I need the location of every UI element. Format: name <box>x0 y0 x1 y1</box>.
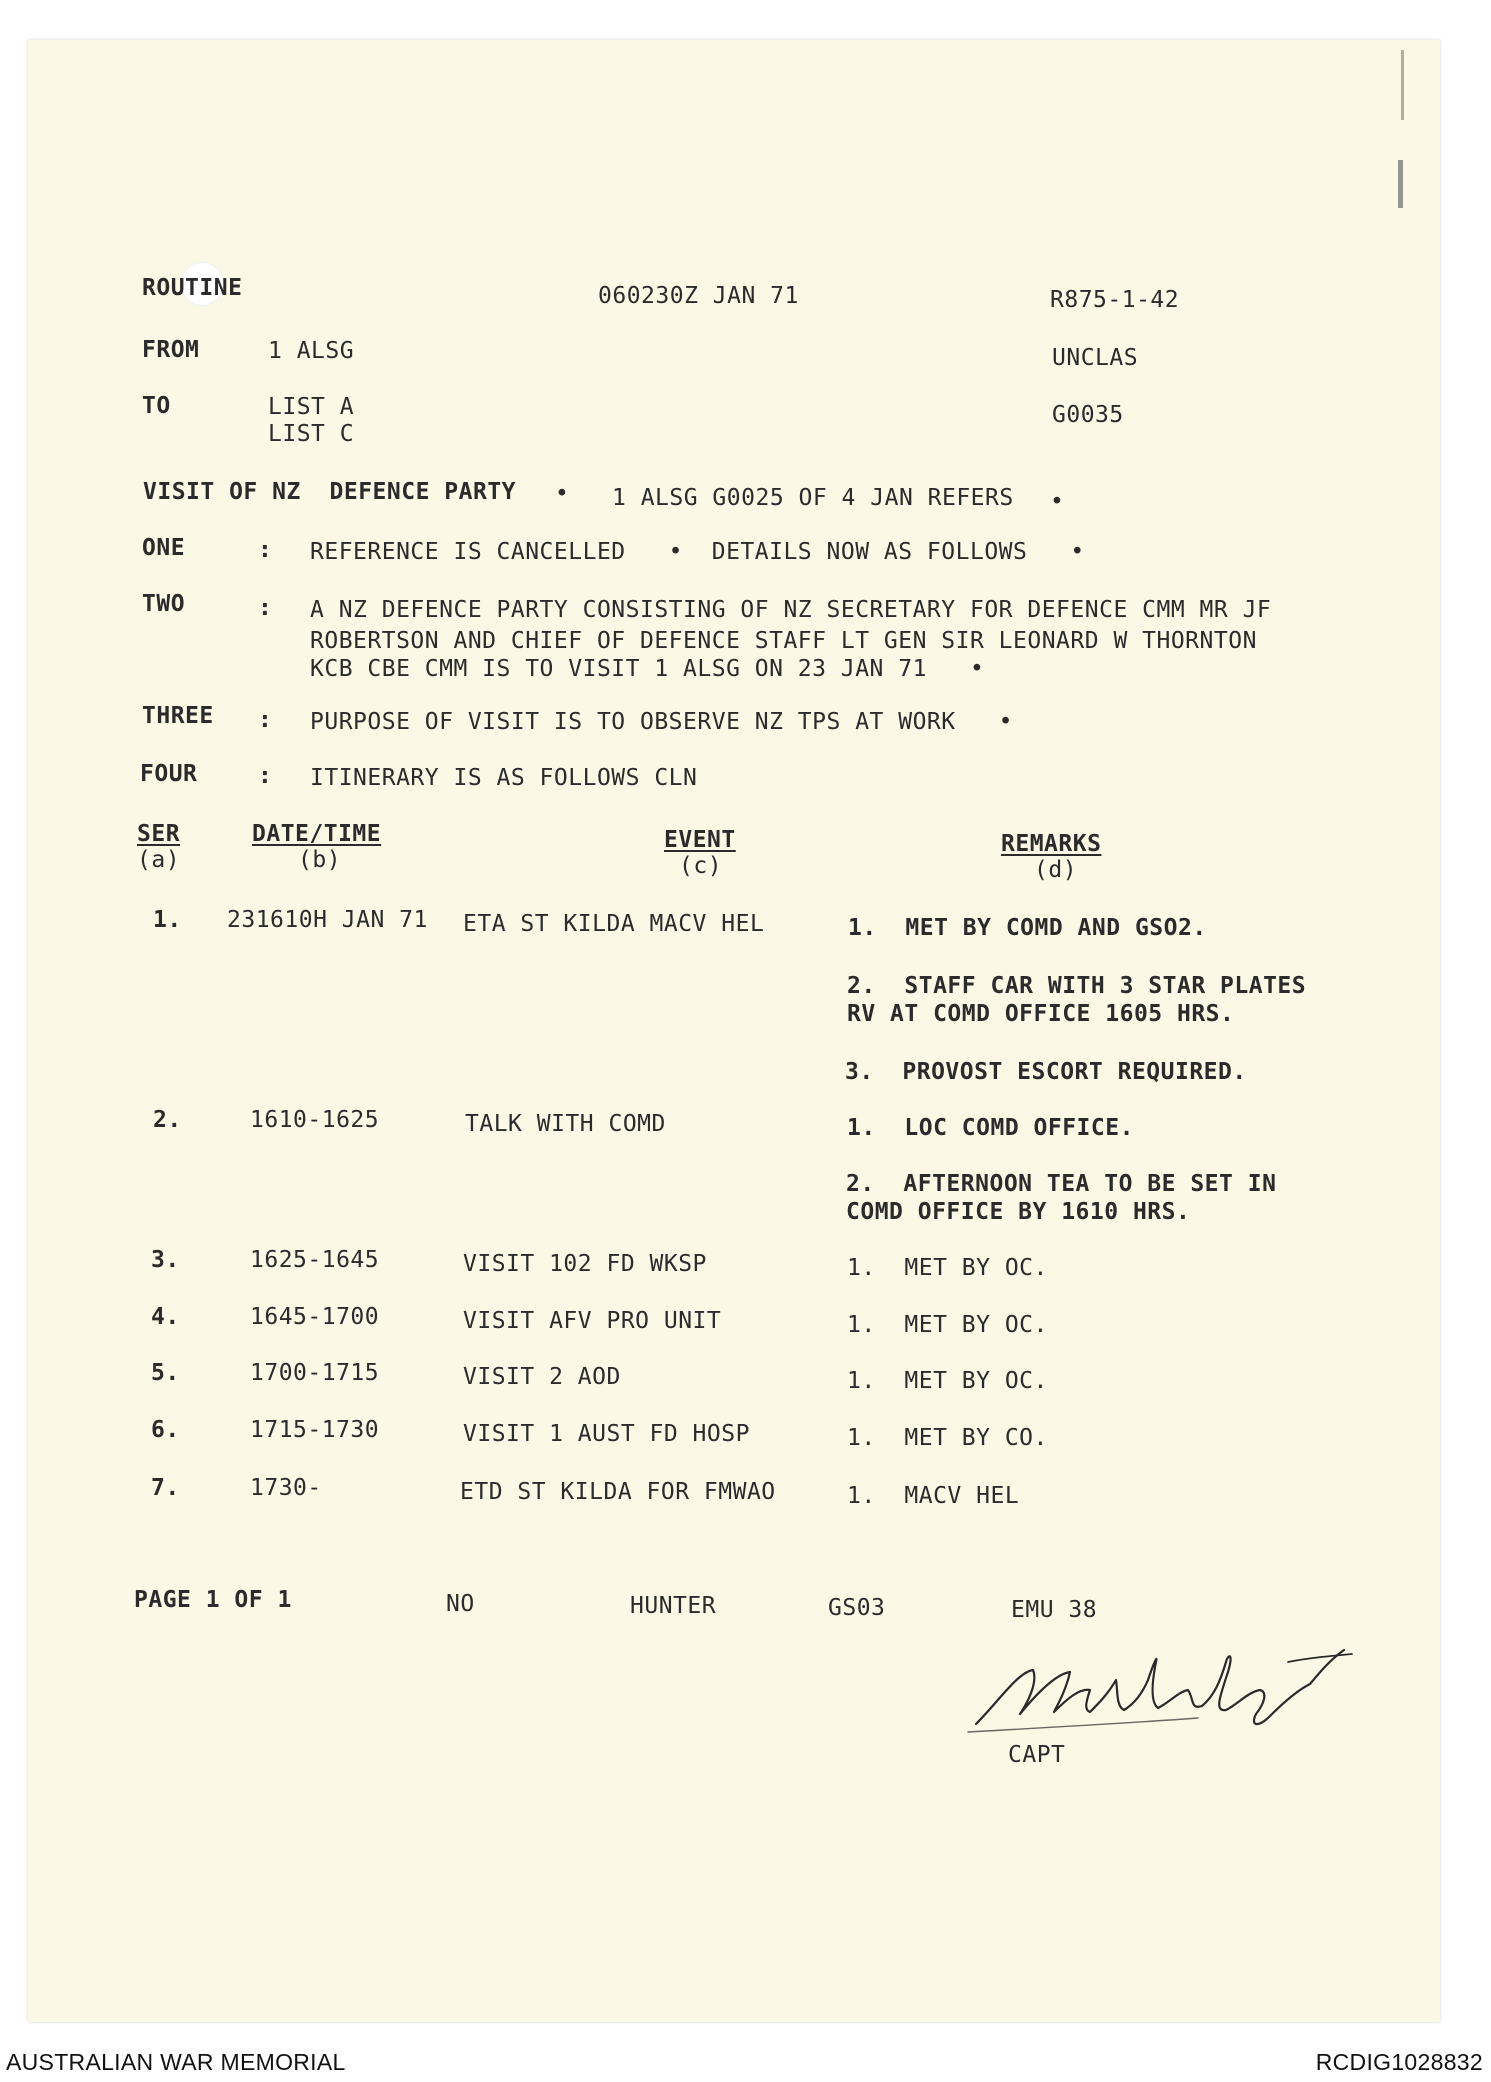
archive-name: AUSTRALIAN WAR MEMORIAL <box>6 2049 346 2075</box>
header-event-sub: (c) <box>679 853 723 879</box>
edge-mark <box>1398 160 1403 208</box>
subject-title: VISIT OF NZ DEFENCE PARTY <box>143 479 517 505</box>
row-date-time: 1730- <box>250 1475 322 1501</box>
row-date-time: 1700-1715 <box>250 1360 380 1386</box>
header-date-time: DATE/TIME <box>252 821 382 847</box>
originator-number: G0035 <box>1052 402 1124 428</box>
from-value: 1 ALSG <box>268 338 355 364</box>
subject-reference: 1 ALSG G0025 OF 4 JAN REFERS <box>612 485 1014 511</box>
trailer-no: NO <box>446 1591 475 1617</box>
row-ser: 7. <box>151 1475 180 1501</box>
row-remark: 1. MET BY OC. <box>847 1368 1048 1394</box>
header-event: EVENT <box>664 827 736 853</box>
row-event: VISIT AFV PRO UNIT <box>463 1308 722 1334</box>
paragraph-colon: : <box>258 595 273 621</box>
signatory-rank: CAPT <box>1008 1742 1066 1768</box>
header-remarks-sub: (d) <box>1034 857 1078 883</box>
date-time-group: 060230Z JAN 71 <box>598 283 799 309</box>
signature-underline <box>968 1718 1198 1732</box>
row-ser: 2. <box>153 1107 182 1133</box>
file-reference: R875-1-42 <box>1050 287 1180 313</box>
page-count: PAGE 1 OF 1 <box>134 1587 292 1613</box>
trailer-name: HUNTER <box>630 1593 717 1619</box>
row-date-time: 1715-1730 <box>250 1417 380 1443</box>
archive-id: RCDIG1028832 <box>1315 2049 1483 2075</box>
trailer-extension: EMU 38 <box>1011 1597 1098 1623</box>
row-ser: 5. <box>151 1360 180 1386</box>
paragraph-text: ITINERARY IS AS FOLLOWS CLN <box>310 765 698 791</box>
paragraph-text: REFERENCE IS CANCELLED • DETAILS NOW AS FOLLOWS • <box>310 539 1085 565</box>
header-date-time-sub: (b) <box>298 847 342 873</box>
row-event: ETD ST KILDA FOR FMWAO <box>460 1479 776 1505</box>
row-date-time: 1625-1645 <box>250 1247 380 1273</box>
row-date-time: 231610H JAN 71 <box>227 907 428 933</box>
paragraph-number: TWO <box>142 591 186 617</box>
row-date-time: 1645-1700 <box>250 1304 380 1330</box>
to-line-1: LIST A <box>268 394 355 420</box>
row-remark: 1. MACV HEL <box>847 1483 1020 1509</box>
row-remark: 1. MET BY CO. <box>847 1425 1048 1451</box>
row-date-time: 1610-1625 <box>250 1107 380 1133</box>
row-ser: 6. <box>151 1417 180 1443</box>
row-remark: 2. AFTERNOON TEA TO BE SET IN COMD OFFICE BY 1610 HRS. <box>846 1171 1277 1225</box>
row-remark: 1. MET BY OC. <box>847 1312 1048 1338</box>
row-event: TALK WITH COMD <box>465 1111 666 1137</box>
header-ser: SER <box>137 821 181 847</box>
row-remark: 1. MET BY OC. <box>847 1255 1048 1281</box>
row-remark: 3. PROVOST ESCORT REQUIRED. <box>845 1059 1247 1085</box>
paragraph-text: KCB CBE CMM IS TO VISIT 1 ALSG ON 23 JAN 71 • <box>310 656 985 682</box>
paragraph-colon: : <box>258 707 273 733</box>
subject-separator: • <box>555 481 570 507</box>
paragraph-text: A NZ DEFENCE PARTY CONSISTING OF NZ SECRETARY FOR DEFENCE CMM MR JF <box>310 597 1272 623</box>
subject-end-dot: • <box>1050 489 1065 515</box>
paragraph-colon: : <box>258 763 273 789</box>
row-remark: 2. STAFF CAR WITH 3 STAR PLATES RV AT COMD OFFICE 1605 HRS. <box>847 973 1307 1027</box>
row-event: VISIT 2 AOD <box>463 1364 621 1390</box>
precedence: ROUTINE <box>142 275 243 301</box>
paragraph-number: THREE <box>142 703 214 729</box>
row-event: VISIT 1 AUST FD HOSP <box>463 1421 750 1447</box>
handwritten-signature <box>958 1632 1378 1742</box>
trailer-appointment: GS03 <box>828 1595 886 1621</box>
row-remark: 1. MET BY COMD AND GSO2. <box>848 915 1207 941</box>
paragraph-text: ROBERTSON AND CHIEF OF DEFENCE STAFF LT GEN SIR LEONARD W THORNTON <box>310 628 1257 654</box>
signature-crossbar <box>1288 1654 1352 1662</box>
from-label: FROM <box>142 337 200 363</box>
row-ser: 4. <box>151 1304 180 1330</box>
row-remark: 1. LOC COMD OFFICE. <box>847 1115 1134 1141</box>
paragraph-text: PURPOSE OF VISIT IS TO OBSERVE NZ TPS AT WORK • <box>310 709 1014 735</box>
row-ser: 3. <box>151 1247 180 1273</box>
row-event: VISIT 102 FD WKSP <box>463 1251 707 1277</box>
row-ser: 1. <box>153 907 182 933</box>
to-line-2: LIST C <box>268 421 355 447</box>
paragraph-number: FOUR <box>140 761 198 787</box>
to-label: TO <box>142 393 171 419</box>
edge-mark <box>1401 50 1404 120</box>
paragraph-number: ONE <box>142 535 186 561</box>
header-ser-sub: (a) <box>137 847 181 873</box>
classification: UNCLAS <box>1052 345 1139 371</box>
header-remarks: REMARKS <box>1001 831 1102 857</box>
row-event: ETA ST KILDA MACV HEL <box>463 911 765 937</box>
paragraph-colon: : <box>258 537 273 563</box>
